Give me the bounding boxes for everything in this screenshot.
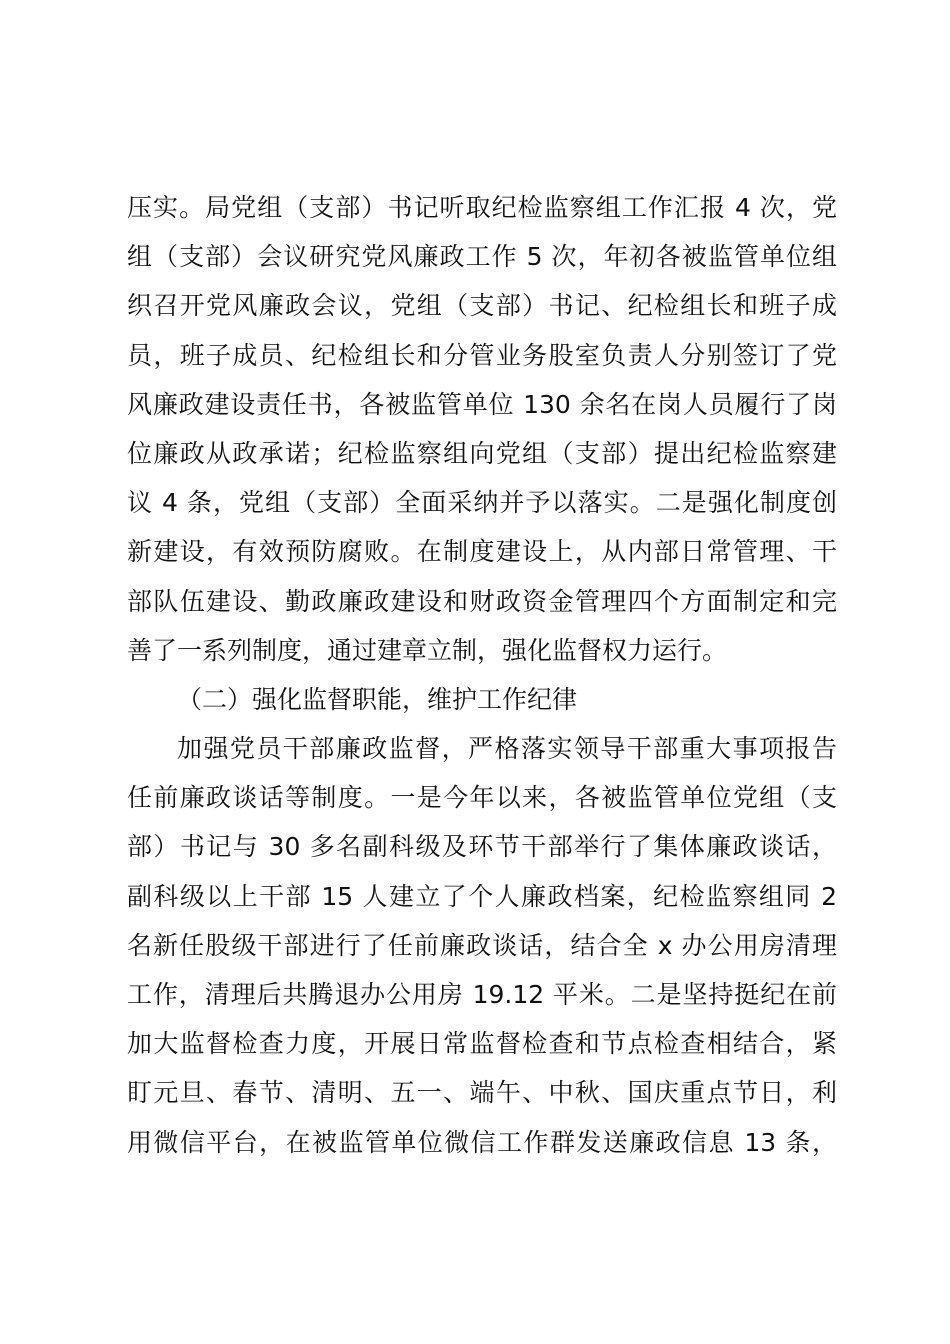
section-heading: （二）强化监督职能，维护工作纪律 (177, 684, 578, 714)
document-body (127, 183, 837, 1167)
paragraph-line: 工作，清理后共腾退办公用房 19.12 平米。二是坚持挺纪在前 (127, 980, 837, 1009)
paragraph-1 (127, 183, 837, 675)
paragraph-line: 位廉政从政承诺；纪检监察组向党组（支部）提出纪检监察建 (127, 438, 837, 468)
paragraph-line: 用微信平台，在被监管单位微信工作群发送廉政信息 13 条， (127, 1127, 837, 1157)
paragraph-line: 名新任股级干部进行了任前廉政谈话，结合全 x 办公用房清理 (127, 930, 837, 960)
paragraph-line: 任前廉政谈话等制度。一是今年以来，各被监管单位党组（支 (127, 783, 837, 813)
paragraph-2 (127, 724, 837, 1167)
paragraph-line: 组（支部）会议研究党风廉政工作 5 次，年初各被监管单位组 (127, 242, 837, 272)
paragraph-line: 善了一系列制度，通过建章立制，强化监督权力运行。 (127, 635, 728, 665)
paragraph-line: 风廉政建设责任书，各被监管单位 130 余名在岗人员履行了岗 (127, 389, 837, 419)
paragraph-line: 压实。局党组（支部）书记听取纪检监察组工作汇报 4 次，党 (127, 193, 837, 222)
paragraph-line: 部队伍建设、勤政廉政建设和财政资金管理四个方面制定和完 (127, 586, 837, 616)
paragraph-line: 部）书记与 30 多名副科级及环节干部举行了集体廉政谈话， (127, 832, 837, 862)
paragraph-line: 加强党员干部廉政监督，严格落实领导干部重大事项报告 (177, 734, 837, 764)
paragraph-line: 加大监督检查力度，开展日常监督检查和节点检查相结合，紧 (127, 1029, 837, 1059)
paragraph-line: 盯元旦、春节、清明、五一、端午、中秋、国庆重点节日，利 (127, 1078, 837, 1108)
paragraph-line: 副科级以上干部 15 人建立了个人廉政档案，纪检监察组同 2 (127, 881, 837, 911)
paragraph-line: 议 4 条，党组（支部）全面采纳并予以落实。二是强化制度创 (127, 488, 837, 518)
paragraph-line: 新建设，有效预防腐败。在制度建设上，从内部日常管理、干 (127, 537, 837, 567)
paragraph-line: 员，班子成员、纪检组长和分管业务股室负责人分别签订了党 (127, 340, 837, 370)
paragraph-line: 织召开党风廉政会议，党组（支部）书记、纪检组长和班子成 (127, 291, 837, 321)
